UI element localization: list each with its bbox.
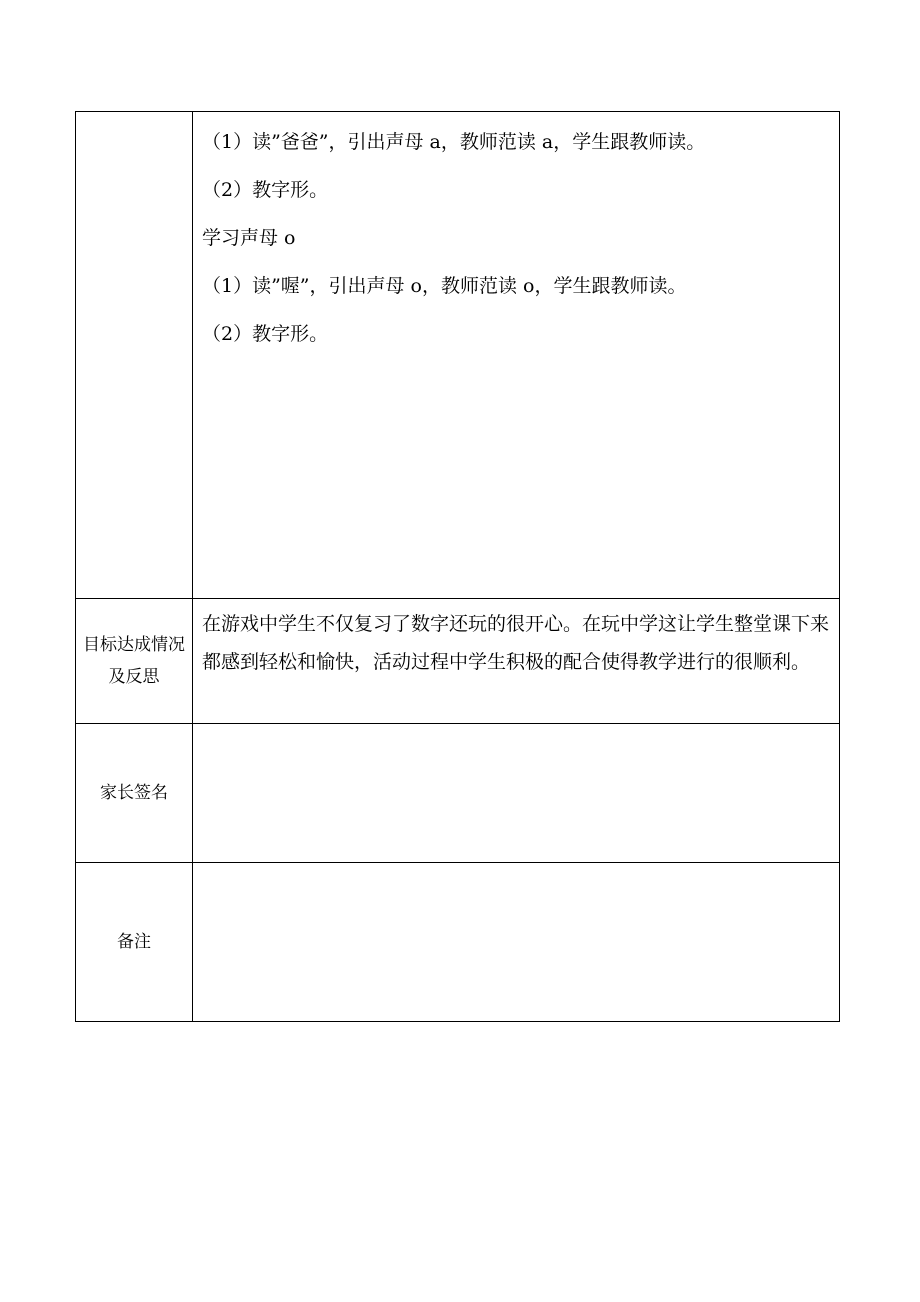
- reflection-cell: [193, 599, 840, 724]
- reflection-label: 目标达成情况及反思: [76, 599, 193, 724]
- reflection-row: [76, 599, 840, 724]
- lesson-steps-row: [76, 112, 840, 599]
- lesson-step-line: （1）读”喔”，引出声母 o，教师范读 o，学生跟教师读。: [202, 275, 687, 297]
- lesson-step-line: （2）教字形。: [202, 179, 329, 201]
- remarks-label: 备注: [76, 863, 193, 1022]
- parent-signature-row: [76, 724, 840, 863]
- reflection-text: 在游戏中学生不仅复习了数字还玩的很开心。在玩中学这让学生整堂课下来都感到轻松和愉快，活动过程中学生积极的配合使得教学进行的很顺利。: [202, 613, 830, 673]
- lesson-steps-cell: [193, 112, 840, 599]
- lesson-steps-label-cell: [76, 112, 193, 599]
- lesson-step-line: 学习声母 o: [202, 227, 296, 249]
- remarks-row: [76, 863, 840, 1022]
- remarks-field[interactable]: [193, 863, 840, 1022]
- lesson-step-line: （2）教字形。: [202, 323, 329, 345]
- lesson-plan-table: [75, 111, 840, 1022]
- parent-signature-label: 家长签名: [76, 724, 193, 863]
- parent-signature-field[interactable]: [193, 724, 840, 863]
- lesson-step-line: （1）读”爸爸”，引出声母 a，教师范读 a，学生跟教师读。: [202, 131, 706, 153]
